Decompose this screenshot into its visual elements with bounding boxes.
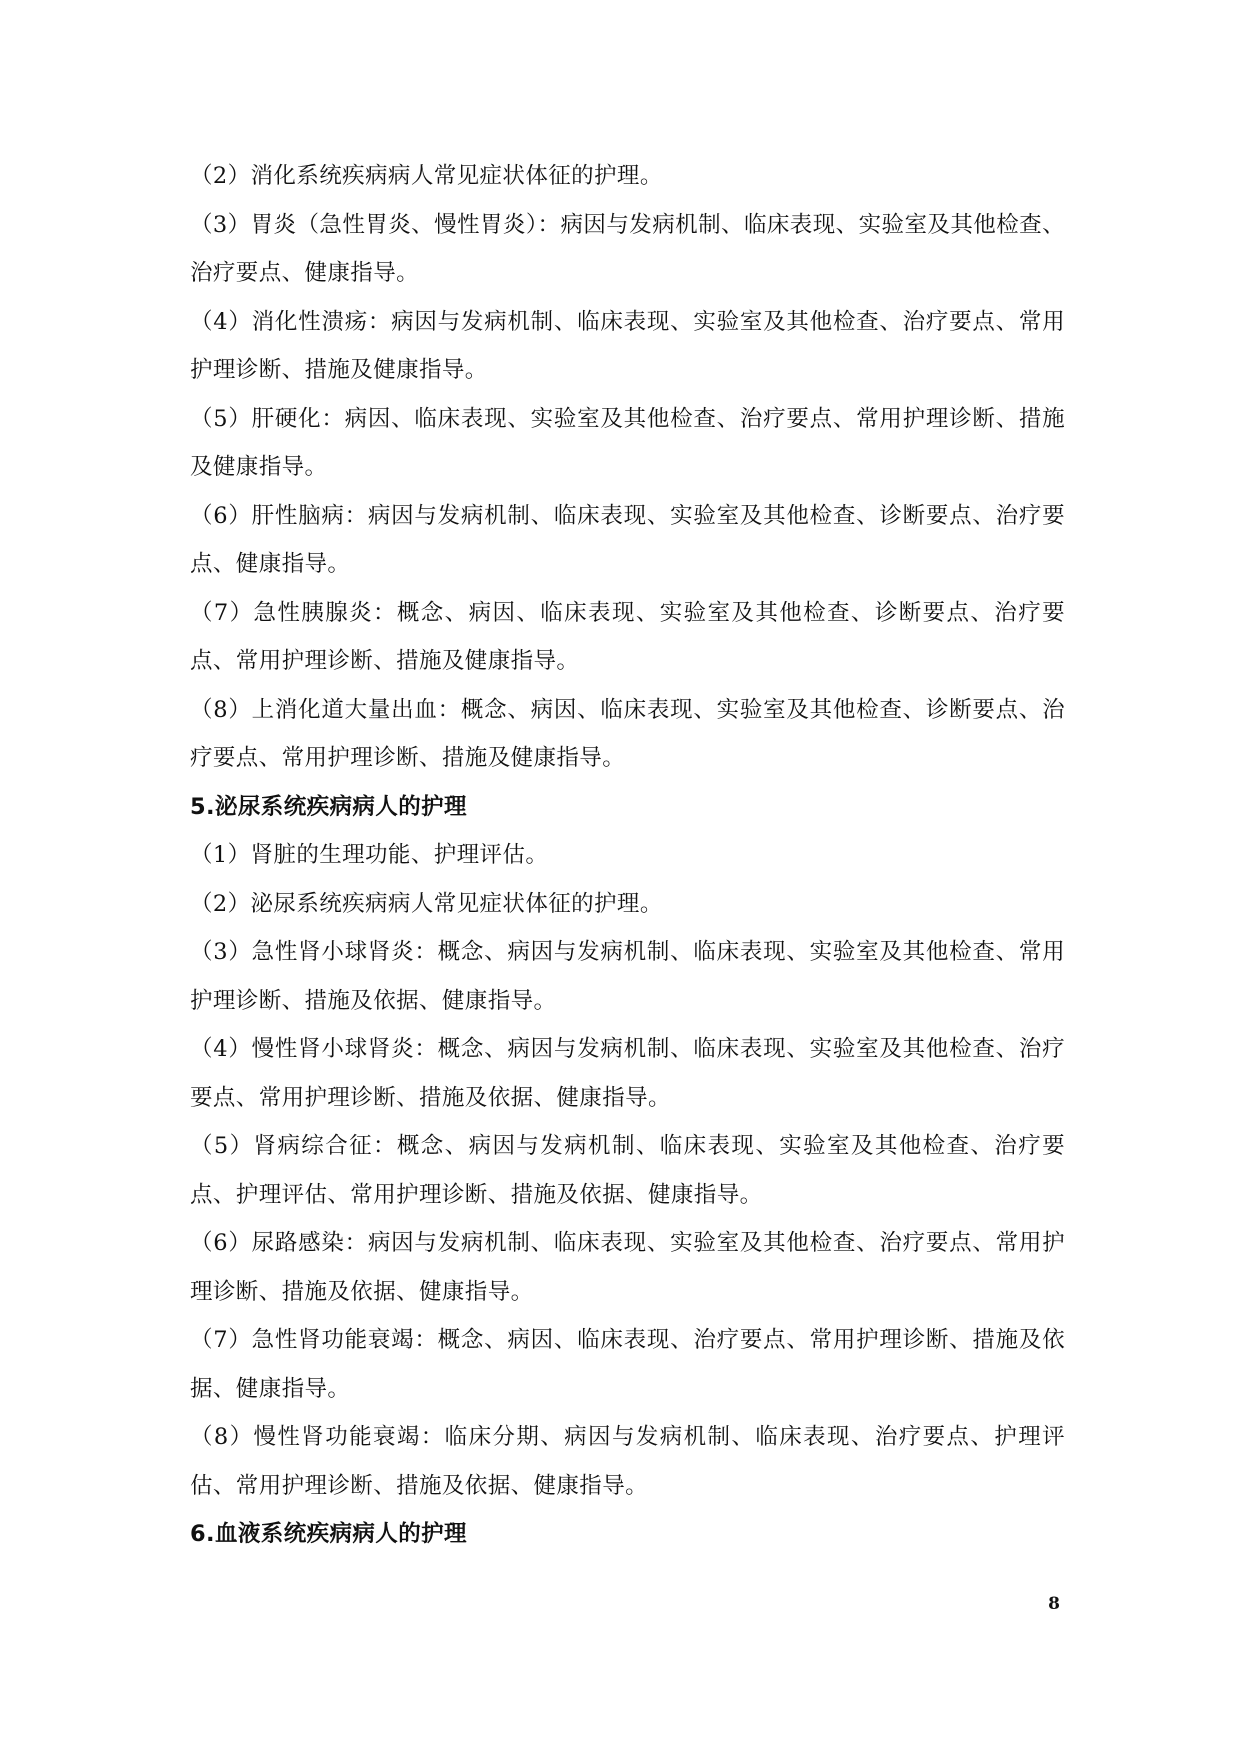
list-item-acute-renal-failure: （7）急性肾功能衰竭：概念、病因、临床表现、治疗要点、常用护理诊断、措施及依据、健康指导。 xyxy=(190,1327,1065,1402)
list-item-urinary-infection: （6）尿路感染：病因与发病机制、临床表现、实验室及其他检查、治疗要点、常用护理诊断、措施及依据、健康指导。 xyxy=(190,1230,1065,1305)
list-item-gi-bleeding: （8）上消化道大量出血：概念、病因、临床表现、实验室及其他检查、诊断要点、治疗要点、常用护理诊断、措施及健康指导。 xyxy=(190,696,1065,771)
list-item-kidney-function: （1）肾脏的生理功能、护理评估。 xyxy=(190,842,549,868)
list-item-digestive-symptoms: （2）消化系统疾病病人常见症状体征的护理。 xyxy=(190,163,663,189)
section-heading-blood: 6.血液系统疾病病人的护理 xyxy=(190,1521,467,1547)
list-item-gastritis: （3）胃炎（急性胃炎、慢性胃炎）：病因与发病机制、临床表现、实验室及其他检查、治疗要点、健康指导。 xyxy=(190,211,1065,286)
list-item-acute-pancreatitis: （7）急性胰腺炎：概念、病因、临床表现、实验室及其他检查、诊断要点、治疗要点、常用护理诊断、措施及健康指导。 xyxy=(190,599,1065,674)
list-item-chronic-glomerulonephritis: （4）慢性肾小球肾炎：概念、病因与发病机制、临床表现、实验室及其他检查、治疗要点、常用护理诊断、措施及依据、健康指导。 xyxy=(190,1036,1065,1111)
list-item-nephrotic-syndrome: （5）肾病综合征：概念、病因与发病机制、临床表现、实验室及其他检查、治疗要点、护理评估、常用护理诊断、措施及依据、健康指导。 xyxy=(190,1133,1065,1208)
list-item-hepatic-encephalopathy: （6）肝性脑病：病因与发病机制、临床表现、实验室及其他检查、诊断要点、治疗要点、健康指导。 xyxy=(190,502,1065,577)
section-heading-urinary: 5.泌尿系统疾病病人的护理 xyxy=(190,793,467,820)
page-body xyxy=(190,152,1065,1559)
list-item-chronic-renal-failure: （8）慢性肾功能衰竭：临床分期、病因与发病机制、临床表现、治疗要点、护理评估、常用护理诊断、措施及依据、健康指导。 xyxy=(190,1424,1065,1499)
page-number: 8 xyxy=(1048,1594,1060,1614)
list-item-cirrhosis: （5）肝硬化：病因、临床表现、实验室及其他检查、治疗要点、常用护理诊断、措施及健康指导。 xyxy=(190,405,1065,480)
list-item-urinary-symptoms: （2）泌尿系统疾病病人常见症状体征的护理。 xyxy=(190,890,663,917)
list-item-peptic-ulcer: （4）消化性溃疡：病因与发病机制、临床表现、实验室及其他检查、治疗要点、常用护理诊断、措施及健康指导。 xyxy=(190,308,1065,383)
list-item-acute-glomerulonephritis: （3）急性肾小球肾炎：概念、病因与发病机制、临床表现、实验室及其他检查、常用护理诊断、措施及依据、健康指导。 xyxy=(190,939,1065,1014)
